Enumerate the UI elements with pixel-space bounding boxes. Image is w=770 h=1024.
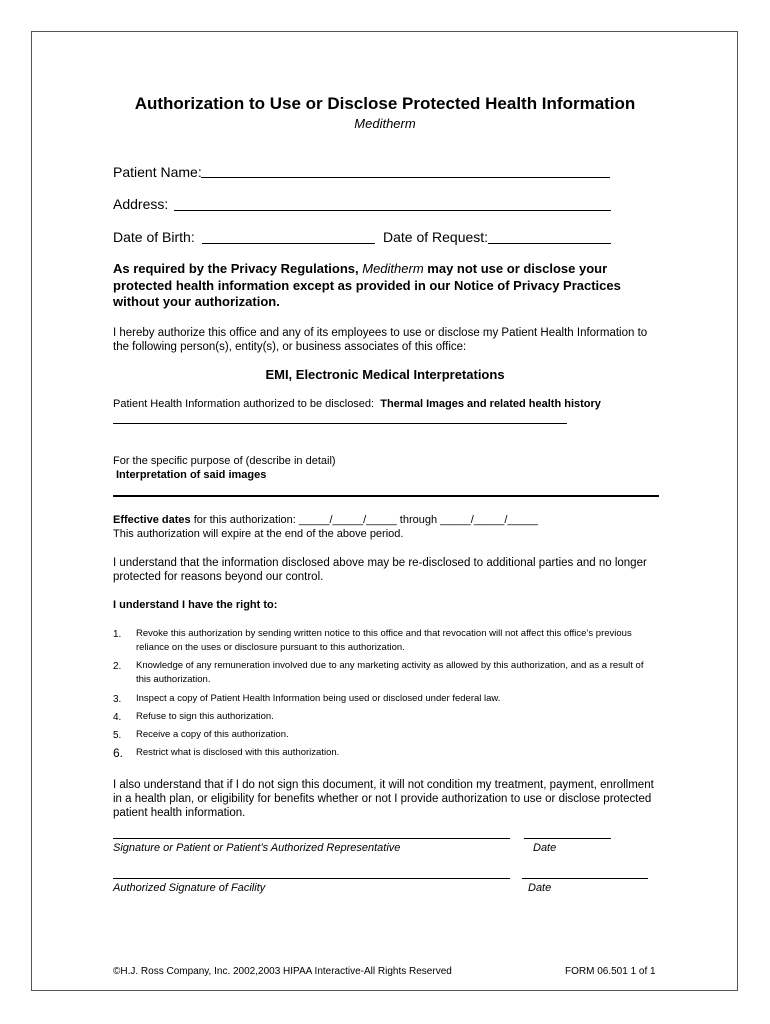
facility-signature-line[interactable] [113, 878, 510, 879]
dob-label: Date of Birth: [113, 229, 195, 245]
request-date-label: Date of Request: [383, 229, 489, 245]
document-subtitle: Meditherm [354, 116, 416, 131]
patient-date-line[interactable] [524, 838, 611, 839]
facility-signature-label: Authorized Signature of Facility [113, 882, 266, 894]
purpose-value: Interpretation of said images [116, 469, 267, 481]
phi-extra-line[interactable] [113, 423, 567, 424]
privacy-notice [113, 261, 653, 311]
right-text: Restrict what is disclosed with this authorization. [136, 747, 340, 758]
right-text: Refuse to sign this authorization. [136, 711, 274, 722]
dob-line[interactable] [202, 243, 375, 244]
address-line[interactable] [174, 210, 611, 211]
request-date-line[interactable] [488, 243, 611, 244]
facility-date-label: Date [528, 882, 552, 894]
right-number: 6. [113, 746, 124, 760]
address-label: Address: [113, 196, 169, 212]
phi-value: Thermal Images and related health history [380, 398, 601, 410]
right-number: 2. [113, 661, 122, 672]
authorize-text: I hereby authorize this office and any of its employees to use or disclose my Patient Health Information to the following person(s), entity(s), or business associates of this office: [113, 327, 648, 353]
patient-signature-line[interactable] [113, 838, 510, 839]
patient-signature-label: Signature or Patient or Patient’s Authorized Representative [113, 842, 401, 854]
privacy-notice-part1: As required by the Privacy Regulations, [113, 261, 363, 276]
effective-dates-rest: for this authorization: _____/_____/_____ through _____/_____/_____ [190, 514, 539, 526]
patient-name-line[interactable] [201, 177, 610, 178]
expire-text: This authorization will expire at the end of the above period. [113, 528, 404, 540]
purpose-label: For the specific purpose of (describe in detail) [113, 455, 336, 467]
right-number: 4. [113, 712, 122, 723]
condition-text: I also understand that if I do not sign this document, it will not condition my treatment, payment, enrollment in a health plan, or eligibility for benefits whether or not I provide authorization to use or disclose protected patient health information. [113, 779, 654, 819]
privacy-notice-entity: Meditherm [362, 261, 424, 276]
phi-label: Patient Health Information authorized to be disclosed: [113, 398, 375, 410]
right-text: Receive a copy of this authorization. [136, 729, 289, 740]
redisclose-text: I understand that the information disclosed above may be re-disclosed to additional parties and no longer protected for reasons beyond our control. [113, 557, 647, 583]
patient-date-label: Date [533, 842, 557, 854]
right-text: Revoke this authorization by sending written notice to this office and that revocation will not affect this office’s previous reliance on the uses or disclosure pursuant to this authorization. [136, 628, 632, 653]
document-title: Authorization to Use or Disclose Protected Health Information [134, 94, 636, 113]
footer-form-number: FORM 06.501 1 of 1 [565, 966, 656, 977]
rights-heading: I understand I have the right to: [113, 599, 278, 611]
recipient-heading: EMI, Electronic Medical Interpretations [265, 367, 505, 382]
right-number: 3. [113, 694, 122, 705]
right-text: Inspect a copy of Patient Health Information being used or disclosed under federal law. [136, 693, 501, 704]
footer-copyright: ©H.J. Ross Company, Inc. 2002,2003 HIPAA Interactive-All Rights Reserved [113, 966, 452, 977]
right-number: 1. [113, 629, 122, 640]
patient-name-label: Patient Name: [113, 164, 202, 180]
section-divider [113, 495, 659, 497]
effective-dates-line [113, 514, 538, 526]
facility-date-line[interactable] [522, 878, 648, 879]
right-text: Knowledge of any remuneration involved due to any marketing activity as allowed by this authorization, and as a result of this authorization. [136, 660, 644, 685]
right-number: 5. [113, 730, 122, 741]
phi-line [113, 398, 601, 410]
privacy-notice-part2: may not use or disclose your protected health information except as provided in our Notice of Privacy Practices without your authorization. [113, 261, 621, 309]
effective-dates-bold: Effective dates [113, 514, 191, 526]
